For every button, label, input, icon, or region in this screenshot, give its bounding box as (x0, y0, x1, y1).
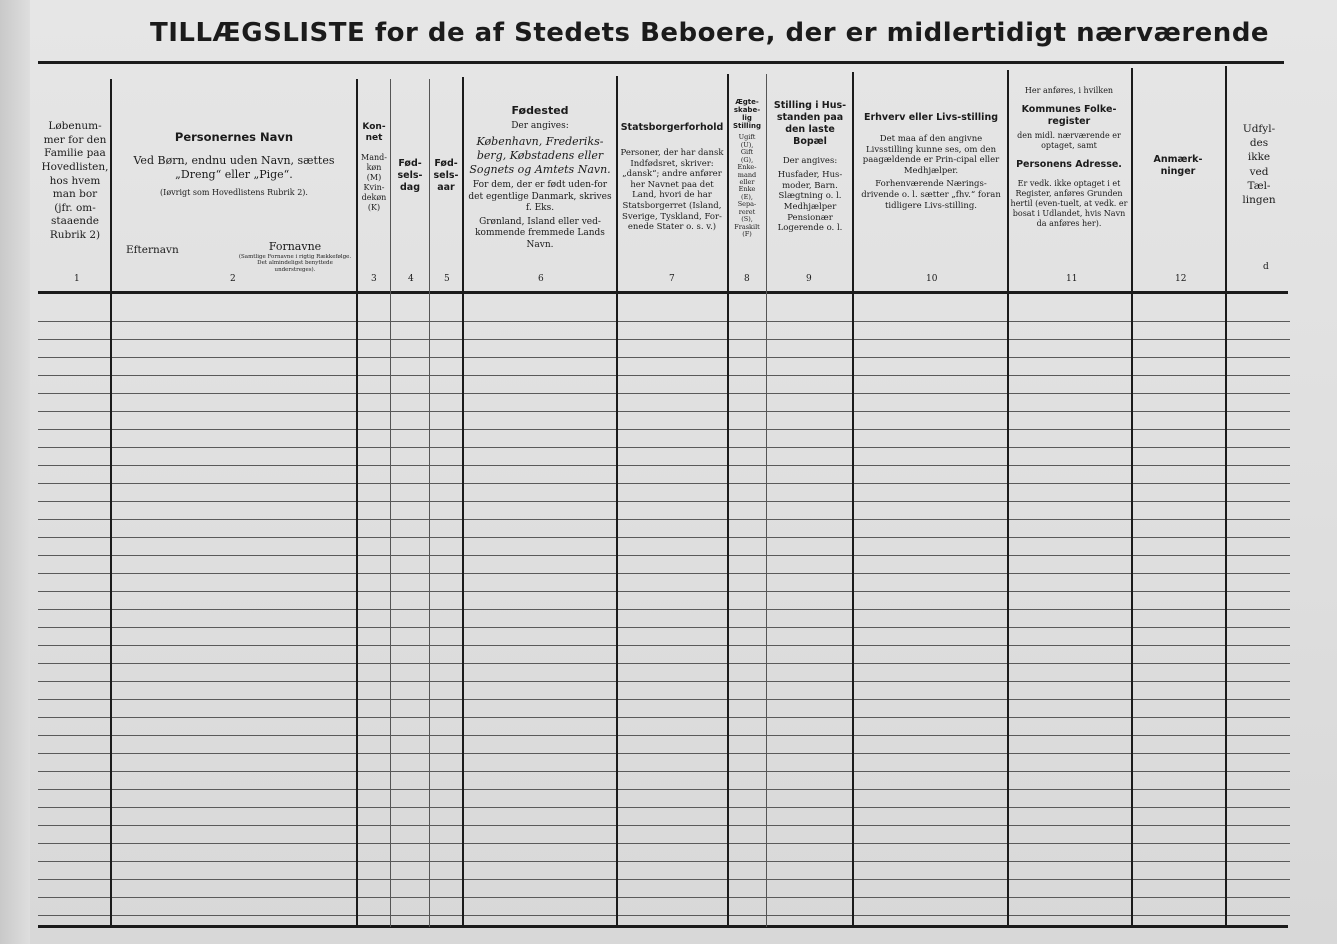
form-title: TILLÆGSLISTE for de af Stedets Beboere, der er midlertidigt nærværende (150, 18, 1270, 48)
row-rule (38, 717, 1290, 718)
column-heading: Personens Adresse. (1016, 158, 1122, 170)
column-divider (1007, 70, 1009, 927)
column-subnote: Der angives: (511, 120, 569, 131)
header-line: (F) (742, 230, 752, 239)
header-line: (G), (740, 155, 754, 164)
given-names-note: (Samtlige Fornavne i rigtig Rækkefølge. Det almindeligst benyttede understreges). (238, 254, 352, 273)
header-line: staaende (50, 215, 100, 228)
column-divider (616, 76, 618, 927)
row-rule (38, 843, 1290, 844)
header-line: (U), (740, 140, 754, 149)
header-line: Fraskilt (734, 222, 760, 231)
column-number: 6 (538, 274, 544, 284)
column-2-header (118, 130, 350, 198)
column-subnote: Der angives: (782, 155, 838, 166)
surname-label: Efternavn (126, 244, 179, 256)
header-line: des (1249, 137, 1269, 150)
row-rule (38, 699, 1290, 700)
column-divider (1131, 68, 1133, 927)
column-8-header (729, 98, 765, 239)
header-line: hos hvem (49, 174, 101, 187)
column-note: Husfader, Hus-moder, Barn. Slægtning o. l. Medhjælper Pensionær Logerende o. l. (777, 170, 843, 234)
header-line: Gift (740, 148, 754, 157)
row-rule (38, 411, 1290, 412)
row-rule (38, 789, 1290, 790)
header-line: ved (1249, 165, 1269, 178)
row-rule (38, 627, 1290, 628)
header-line: man bor (52, 188, 98, 201)
column-note: den midl. nærværende er optaget, samt (1017, 130, 1121, 150)
column-number: 4 (408, 274, 414, 284)
column-number: 3 (371, 274, 377, 284)
header-line: Løbenum- (48, 120, 102, 132)
column-11-header (1010, 86, 1128, 229)
column-d-header (1230, 122, 1288, 207)
header-line: Rubrik 2) (49, 229, 101, 242)
header-line: køn (366, 162, 382, 172)
header-line: mand (737, 170, 757, 179)
column-divider (766, 74, 767, 927)
column-7-header (620, 122, 724, 233)
column-subnote: (Iøvrigt som Hovedlistens Rubrik 2). (160, 187, 308, 197)
row-rule (38, 465, 1290, 466)
column-divider (462, 77, 464, 927)
header-line: Familie paa (44, 147, 106, 160)
header-line: reret (738, 207, 756, 216)
header-line: mer for den (43, 133, 107, 146)
row-rule (38, 501, 1290, 502)
header-line: eller (739, 178, 755, 186)
column-number: 9 (806, 274, 812, 284)
column-italic-text: København, Frederiks-berg, Købstadens eller (476, 135, 604, 162)
header-line: (K) (367, 202, 381, 212)
column-heading: Stilling i Hus-standen paa den laste Bopæl (773, 100, 847, 147)
column-heading: Fødested (511, 104, 569, 117)
column-italic-text: Sognets og Amtets Navn. (469, 162, 611, 176)
row-rule (38, 915, 1290, 916)
column-number: 11 (1066, 274, 1078, 284)
column-heading: Ægte-skabe-lig Stilling (733, 98, 761, 131)
column-note: Forhenværende Nærings-drivende o. l. sætter „fhv.“ foran tidligere Livs-stilling. (861, 179, 1001, 211)
row-rule (38, 537, 1290, 538)
column-heading: Statsborgerforhold (620, 122, 724, 133)
row-rule (38, 357, 1290, 358)
header-line: Enke (738, 185, 756, 194)
column-note: Er vedk. ikke optaget i et Register, anføres Grunden hertil (even-tuelt, at vedk. er bosat i Udlandet, hvis Navn da anføres her). (1010, 178, 1128, 228)
row-rule (38, 573, 1290, 574)
form-bottom-rule (38, 925, 1288, 928)
row-rule (38, 753, 1290, 754)
column-heading: Erhverv eller Livs-stilling (863, 112, 999, 123)
row-rule (38, 591, 1290, 592)
column-divider (110, 79, 112, 927)
column-4-header: Fød-sels-dag (397, 158, 423, 193)
row-rule (38, 771, 1290, 772)
header-line: Hovedlisten, (41, 160, 109, 173)
column-9-header (770, 100, 850, 234)
row-rule (38, 429, 1290, 430)
row-rule (38, 609, 1290, 610)
column-note: Det maa af den angivne Livsstilling kunne ses, om den paagældende er Prin-cipal eller Medhjælper. (862, 133, 1000, 176)
given-names-label: Fornavne (268, 240, 322, 253)
column-12-header: Anmærk-ninger (1153, 154, 1203, 177)
header-line: Udfyl- (1242, 123, 1276, 135)
header-top-rule (38, 61, 1284, 64)
header-line: Sepa- (737, 200, 757, 209)
scan-margin (0, 0, 30, 944)
row-rule (38, 483, 1290, 484)
column-note: Grønland, Island eller ved-kommende fremmede Lands Navn. (475, 217, 605, 250)
column-heading: Kommunes Folke-register (1021, 104, 1117, 127)
column-number: d (1263, 262, 1269, 272)
header-line: lingen (1242, 193, 1276, 206)
header-line: Tæl- (1247, 179, 1271, 192)
row-rule (38, 807, 1290, 808)
column-1-header (40, 120, 110, 243)
row-rule (38, 879, 1290, 880)
column-number: 7 (669, 274, 675, 284)
row-rule (38, 897, 1290, 898)
row-rule (38, 861, 1290, 862)
row-rule (38, 321, 1290, 322)
row-rule (38, 645, 1290, 646)
column-divider (852, 72, 854, 927)
row-rule (38, 339, 1290, 340)
header-line: Kvin- (363, 182, 385, 192)
column-number: 2 (230, 274, 236, 284)
row-rule (38, 375, 1290, 376)
column-note: For dem, der er født uden-for det egentlige Danmark, skrives f. Eks. (468, 180, 612, 213)
header-line: Mand- (361, 152, 387, 162)
header-bottom-rule (38, 291, 1288, 294)
column-number: 10 (926, 274, 938, 284)
column-divider (1225, 66, 1227, 927)
header-line: ikke (1247, 151, 1271, 164)
column-note: Ved Børn, endnu uden Navn, sættes „Dreng“ eller „Pige“. (133, 154, 335, 182)
column-number: 12 (1175, 274, 1187, 284)
column-5-header: Fød-sels-aar (433, 158, 459, 193)
header-line: (jfr. om- (54, 201, 96, 214)
row-rule (38, 735, 1290, 736)
column-heading: Personernes Navn (174, 130, 294, 144)
column-6-header (468, 104, 612, 251)
row-rule (38, 555, 1290, 556)
row-rule (38, 663, 1290, 664)
column-number: 5 (444, 274, 450, 284)
row-rule (38, 681, 1290, 682)
column-note: Personer, der har dansk Indfødsret, skriver: „dansk“; andre anfører her Navnet paa det Land, hvori de har Statsborgerret (Island, Sverige, Tyskland, For-enede Stater o. s. v.) (620, 147, 724, 233)
column-heading: Kon-net (362, 122, 386, 144)
column-number: 8 (744, 274, 750, 284)
column-10-header (858, 112, 1004, 211)
column-number: 1 (74, 274, 80, 284)
column-divider (390, 79, 391, 927)
row-rule (38, 825, 1290, 826)
header-line: (M) (366, 172, 382, 182)
header-line: Ugift (738, 133, 756, 142)
header-line: (E), (741, 192, 753, 201)
row-rule (38, 519, 1290, 520)
row-rule (38, 447, 1290, 448)
column-divider (429, 79, 430, 927)
header-line: (S), (741, 215, 753, 224)
header-line: dekøn (361, 192, 387, 202)
header-line: Enke- (737, 163, 757, 172)
column-3-header (358, 122, 390, 213)
column-note: Her anføres, i hvilken (1024, 86, 1114, 95)
row-rule (38, 393, 1290, 394)
